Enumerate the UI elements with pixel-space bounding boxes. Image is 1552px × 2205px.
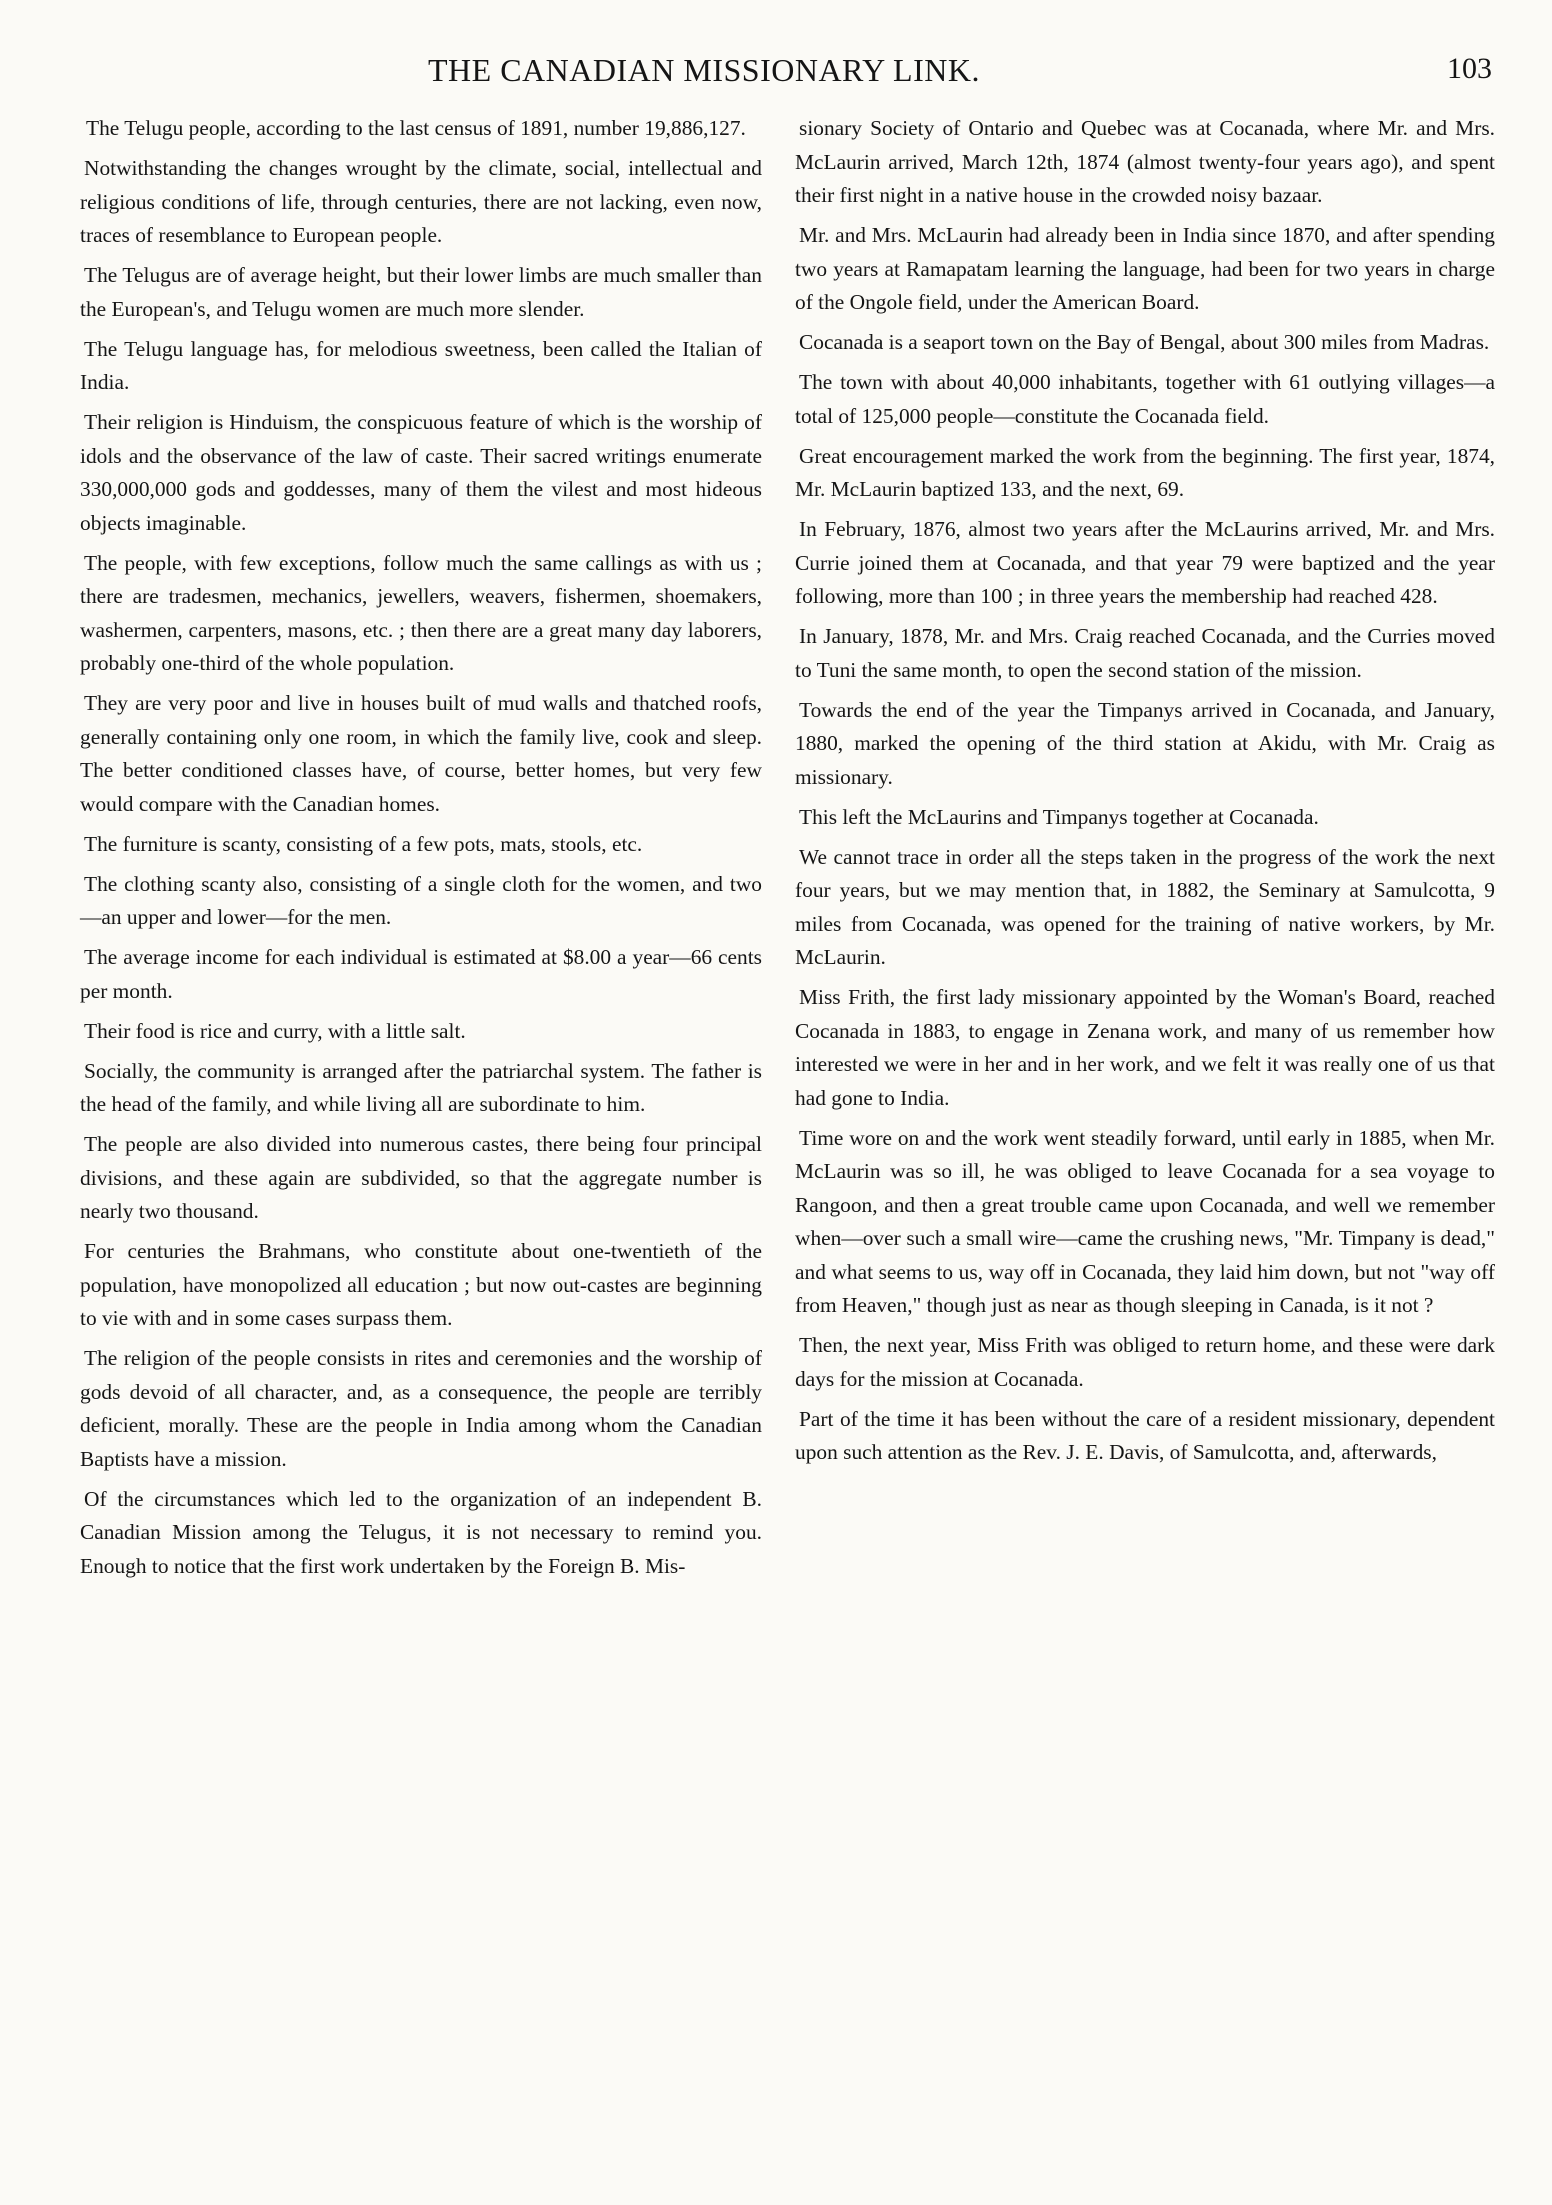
paragraph: In January, 1878, Mr. and Mrs. Craig reached Cocanada, and the Curries moved to Tuni the same month, to open the second station of the mission. <box>795 624 1495 682</box>
paragraph: The furniture is scanty, consisting of a few pots, mats, stools, etc. <box>84 831 643 856</box>
paragraph: sionary Society of Ontario and Quebec was at Cocanada, where Mr. and Mrs. McLaurin arrived, March 12th, 1874 (almost twenty-four years ago), and spent their first night in a native house in the crowded noisy bazaar. <box>795 116 1495 207</box>
paragraph: Their religion is Hinduism, the conspicuous feature of which is the worship of idols and the observance of the law of caste. Their sacred writings enumerate 330,000,000 gods and goddesses, many of them the vilest and most hideous objects imaginable. <box>80 410 762 535</box>
paragraph: Mr. and Mrs. McLaurin had already been in India since 1870, and after spending two years at Ramapatam learning the language, had been for two years in charge of the Ongole field, under the American Board. <box>795 223 1495 314</box>
paragraph: Notwithstanding the changes wrought by the climate, social, intellectual and religious conditions of life, through centuries, there are not lacking, even now, traces of resemblance to European people. <box>80 156 762 247</box>
paragraph: The Telugu people, according to the last census of 1891, number 19,886,127. <box>86 116 746 140</box>
paragraph: Miss Frith, the first lady missionary appointed by the Woman's Board, reached Cocanada in 1883, to engage in Zenana work, and many of us remember how interested we were in her and in her work, and we felt it was really one of us that had gone to India. <box>795 985 1495 1110</box>
paragraph: Of the circumstances which led to the organization of an independent B. Canadian Mission among the Telugus, it is not necessary to remind you. Enough to notice that the first work undertaken by the Foreign B. Mis- <box>80 1486 762 1578</box>
running-title: THE CANADIAN MISSIONARY LINK. <box>428 52 980 88</box>
paragraph: They are very poor and live in houses built of mud walls and thatched roofs, generally containing only one room, in which the family live, cook and sleep. The better conditioned classes have, of course, better homes, but very few would compare with the Canadian homes. <box>80 691 762 816</box>
paragraph: The average income for each individual is estimated at $8.00 a year—66 cents per month. <box>80 945 762 1003</box>
paragraph: In February, 1876, almost two years after the McLaurins arrived, Mr. and Mrs. Currie joined them at Cocanada, and that year 79 were baptized and the year following, more than 100 ; in three years the membership had reached 428. <box>795 517 1495 608</box>
paragraph: For centuries the Brahmans, who constitute about one-twentieth of the population, have monopolized all education ; but now out-castes are beginning to vie with and in some cases surpass them. <box>80 1239 762 1330</box>
paragraph: The people are also divided into numerous castes, there being four principal divisions, and these again are subdivided, so that the aggregate number is nearly two thousand. <box>80 1132 762 1223</box>
paragraph: The town with about 40,000 inhabitants, together with 61 outlying villages—a total of 125,000 people—constitute the Cocanada field. <box>795 370 1495 428</box>
paragraph: Their food is rice and curry, with a little salt. <box>84 1018 466 1043</box>
right-column <box>795 112 1495 1476</box>
paragraph: The religion of the people consists in rites and ceremonies and the worship of gods devoid of all character, and, as a consequence, the people are terribly deficient, morally. These are the people in India among whom the Canadian Baptists have a mission. <box>80 1346 762 1471</box>
paragraph: Socially, the community is arranged after the patriarchal system. The father is the head of the family, and while living all are subordinate to him. <box>80 1058 762 1116</box>
paragraph: Cocanada is a seaport town on the Bay of Bengal, about 300 miles from Madras. <box>799 330 1490 354</box>
paragraph: We cannot trace in order all the steps taken in the progress of the work the next four years, but we may mention that, in 1882, the Seminary at Samulcotta, 9 miles from Cocanada, was opened for the training of native workers, by Mr. McLaurin. <box>795 844 1495 969</box>
paragraph: The people, with few exceptions, follow much the same callings as with us ; there are tradesmen, mechanics, jewellers, weavers, fishermen, shoemakers, washermen, carpenters, masons, etc. ; then there are a great many day laborers, probably one-third of the whole population. <box>80 550 762 675</box>
paragraph: Then, the next year, Miss Frith was obliged to return home, and these were dark days for the mission at Cocanada. <box>795 1333 1495 1391</box>
paragraph: The clothing scanty also, consisting of a single cloth for the women, and two—an upper and lower—for the men. <box>80 871 762 929</box>
paragraph: Great encouragement marked the work from the beginning. The first year, 1874, Mr. McLaurin baptized 133, and the next, 69. <box>795 443 1495 501</box>
paragraph: Time wore on and the work went steadily forward, until early in 1885, when Mr. McLaurin was so ill, he was obliged to leave Cocanada for a sea voyage to Rangoon, and then a great trouble came upon Cocanada, and well we remember when—over such a small wire—came the crushing news, "Mr. Timpany is dead," and what seems to us, way off in Cocanada, they laid him down, but not "way off from Heaven," though just as near as though sleeping in Canada, is it not ? <box>795 1125 1495 1317</box>
paragraph: Towards the end of the year the Timpanys arrived in Cocanada, and January, 1880, marked the opening of the third station at Akidu, with Mr. Craig as missionary. <box>795 697 1495 789</box>
left-column <box>80 112 762 1590</box>
paragraph: Part of the time it has been without the care of a resident missionary, dependent upon such attention as the Rev. J. E. Davis, of Samulcotta, and, afterwards, <box>795 1406 1495 1464</box>
paragraph: This left the McLaurins and Timpanys together at Cocanada. <box>799 804 1319 829</box>
page-number: 103 <box>1447 52 1492 85</box>
paragraph: The Telugus are of average height, but their lower limbs are much smaller than the European's, and Telugu women are much more slender. <box>80 263 762 321</box>
page-header <box>0 52 1552 96</box>
paragraph: The Telugu language has, for melodious sweetness, been called the Italian of India. <box>80 336 762 394</box>
